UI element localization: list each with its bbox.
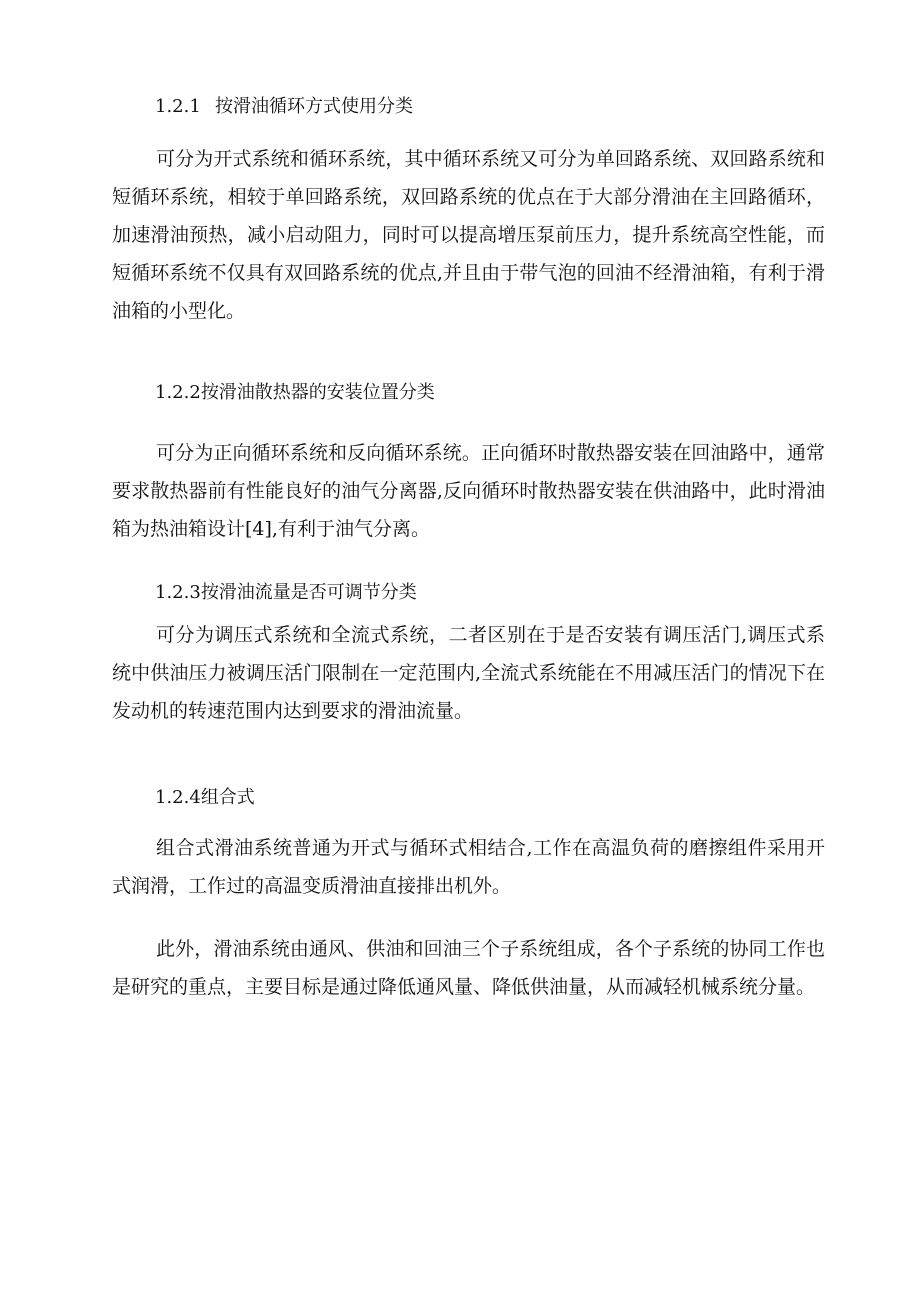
section-title: 组合式 — [200, 787, 255, 808]
section-paragraph-1-2-1: 可分为开式系统和循环系统，其中循环系统又可分为单回路系统、双回路系统和短循环系统，相较于单回路系统，双回路系统的优点在于大部分滑油在主回路循环，加速滑油预热，减小启动阻力，同时可以提高增压泵前压力，提升系统高空性能，而短循环系统不仅具有双回路系统的优点,并且由于带气泡的回油不经滑油箱，有利于滑油箱的小型化。 — [112, 148, 825, 322]
section-heading-1-2-4 — [155, 786, 255, 810]
section-paragraph-1-2-4: 组合式滑油系统普通为开式与循环式相结合,工作在高温负荷的磨擦组件采用开式润滑，工作过的高温变质滑油直接排出机外。 — [112, 837, 825, 897]
section-number: 1.2.4 — [155, 787, 201, 808]
section-title: 按滑油循环方式使用分类 — [215, 96, 413, 117]
closing-paragraph: 此外，滑油系统由通风、供油和回油三个子系统组成，各个子系统的协同工作也是研究的重点，主要目标是通过降低通风量、降低供油量，从而减轻机械系统分量。 — [112, 938, 825, 998]
section-number: 1.2.1 — [155, 96, 201, 117]
section-number: 1.2.3 — [155, 582, 201, 603]
section-paragraph-1-2-2: 可分为正向循环系统和反向循环系统。正向循环时散热器安装在回油路中，通常要求散热器前有性能良好的油气分离器,反向循环时散热器安装在供油路中，此时滑油箱为热油箱设计[4],有利于油气分离。 — [112, 442, 825, 540]
section-paragraph-1-2-3: 可分为调压式系统和全流式系统，二者区别在于是否安装有调压活门,调压式系统中供油压力被调压活门限制在一定范围内,全流式系统能在不用减压活门的情况下在发动机的转速范围内达到要求的滑油流量。 — [112, 624, 825, 722]
section-heading-1-2-1 — [155, 95, 413, 119]
section-heading-1-2-3 — [155, 581, 417, 605]
section-title: 按滑油散热器的安装位置分类 — [200, 382, 435, 403]
section-heading-1-2-2 — [155, 381, 435, 405]
section-title: 按滑油流量是否可调节分类 — [200, 582, 417, 603]
section-number: 1.2.2 — [155, 382, 201, 403]
